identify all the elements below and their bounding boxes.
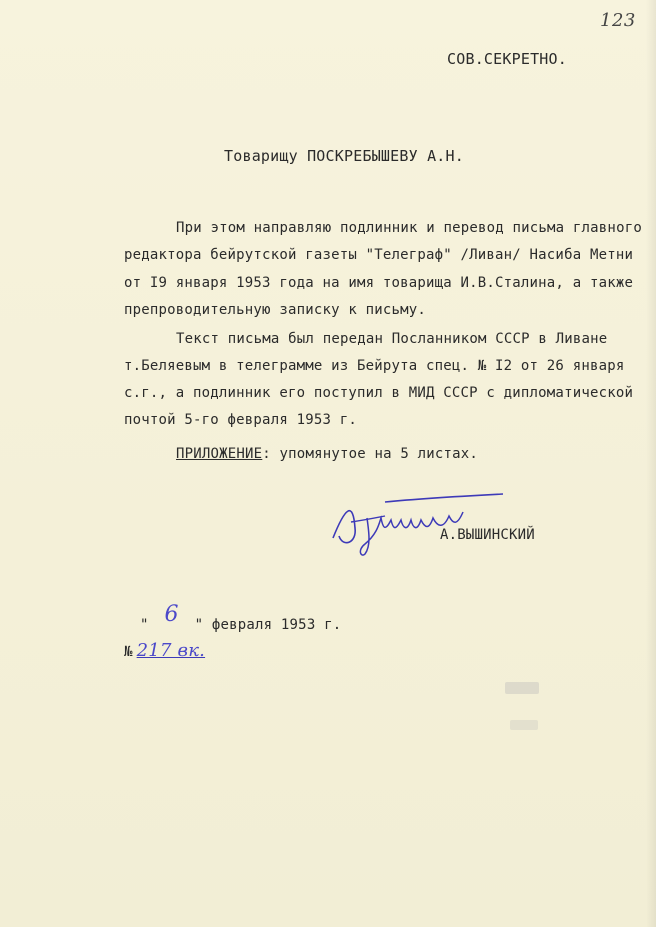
registration-number-line (124, 640, 205, 661)
body-line-8: почтой 5-го февраля 1953 г. (124, 412, 357, 428)
date-line (140, 602, 342, 635)
body-line-6: т.Беляевым в телеграмме из Бейрута спец. № I2 от 26 января (124, 358, 625, 374)
handwritten-signature (325, 488, 515, 558)
body-line-3: от I9 января 1953 года на имя товарища И.В.Сталина, а также (124, 275, 634, 291)
number-prefix: № (124, 644, 133, 660)
number-handwritten: 217 вк. (136, 640, 206, 661)
body-line-2: редактора бейрутской газеты "Телеграф" /Ливан/ Насиба Метни (124, 247, 634, 263)
page-edge-shadow (646, 0, 656, 927)
attachment-line (176, 446, 478, 462)
addressee: Товарищу ПОСКРЕБЫШЕВУ А.Н. (224, 147, 464, 165)
date-day-handwritten: 6 (164, 602, 179, 627)
faint-stamp-mark (505, 682, 539, 694)
body-line-7: с.г., а подлинник его поступил в МИД СССР с дипломатической (124, 385, 634, 401)
date-open-quote: " (140, 617, 149, 633)
attachment-text: : упомянутое на 5 листах. (262, 446, 479, 462)
signature-name: А.ВЫШИНСКИЙ (440, 527, 535, 543)
body-line-4: препроводительную записку к письму. (124, 302, 427, 318)
date-rest: " февраля 1953 г. (194, 617, 342, 633)
classification-label: СОВ.СЕКРЕТНО. (447, 50, 567, 68)
body-line-5: Текст письма был передан Посланником СССР в Ливане (176, 331, 608, 347)
attachment-label: ПРИЛОЖЕНИЕ (176, 446, 263, 462)
body-line-1: При этом направляю подлинник и перевод письма главного (176, 220, 642, 236)
archive-page-number: 123 (600, 10, 636, 31)
faint-stamp-mark-2 (510, 720, 538, 730)
